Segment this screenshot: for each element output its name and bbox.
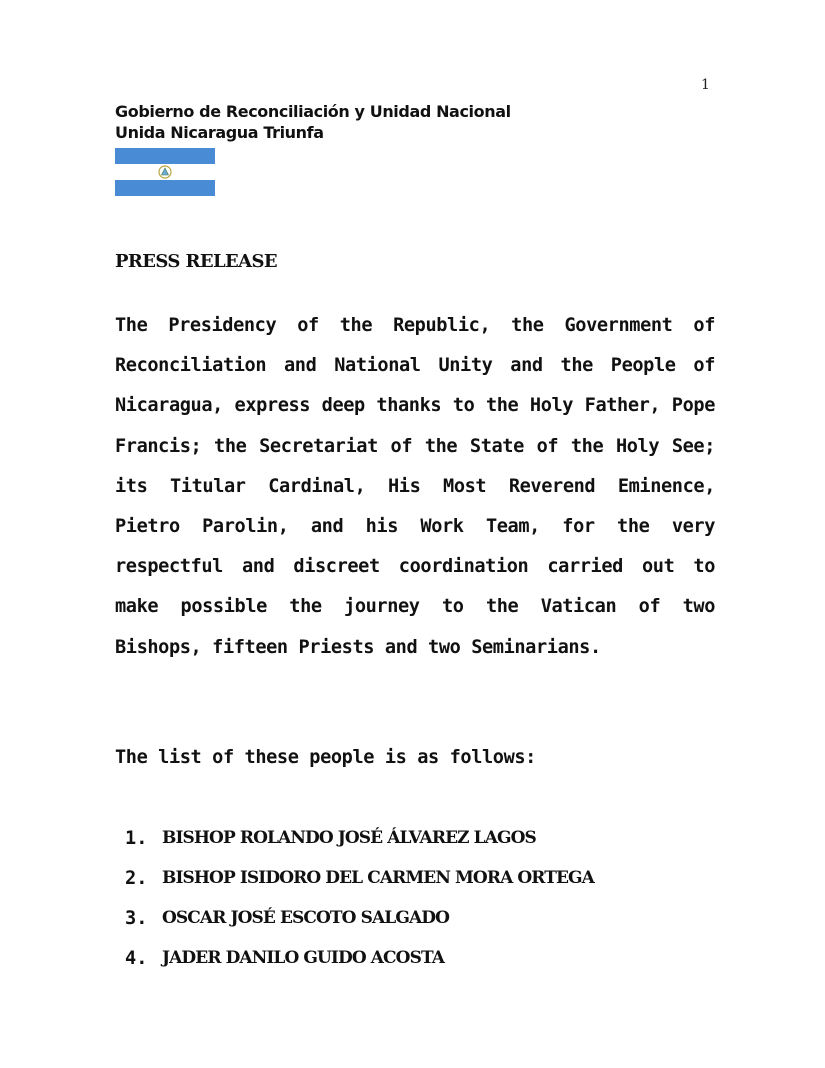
letterhead <box>115 101 511 143</box>
nicaragua-flag <box>115 148 215 196</box>
letterhead-slogan: Unida Nicaragua Triunfa <box>115 123 324 142</box>
page-number: 1 <box>701 77 710 93</box>
list-item-number: 3. <box>125 907 148 929</box>
press-release-body: The Presidency of the Republic, the Government of Reconciliation and National Unity and the People of Nicaragua, express deep thanks to the Holy Father, Pope Francis; the Secretariat of the State of the Holy See; its Titular Cardinal, His Most Reverend Eminence, Pietro Parolin, and his Work Team, for the very respectful and discreet coordination carried out to make possible the journey to the Vatican of two Bishops, fifteen Priests and two Seminarians. <box>115 315 715 658</box>
list-item <box>125 898 594 938</box>
list-item-name: BISHOP ISIDORO DEL CARMEN MORA ORTEGA <box>162 868 594 888</box>
list-intro: The list of these people is as follows: <box>115 747 536 768</box>
list-item <box>125 818 594 858</box>
flag-middle-stripe <box>115 164 215 180</box>
flag-bottom-stripe <box>115 180 215 196</box>
list-item-number: 1. <box>125 827 148 849</box>
list-item-number: 2. <box>125 867 148 889</box>
list-item-name: OSCAR JOSÉ ESCOTO SALGADO <box>162 908 449 928</box>
list-item-name: JADER DANILO GUIDO ACOSTA <box>162 948 445 968</box>
list-item <box>125 858 594 898</box>
press-release-title: PRESS RELEASE <box>115 251 278 272</box>
list-item <box>125 938 594 978</box>
letterhead-government-name: Gobierno de Reconciliación y Unidad Nacional <box>115 102 511 121</box>
list-item-name: BISHOP ROLANDO JOSÉ ÁLVAREZ LAGOS <box>162 828 536 848</box>
flag-emblem-icon <box>157 165 173 179</box>
flag-top-stripe <box>115 148 215 164</box>
people-list <box>125 818 594 978</box>
list-item-number: 4. <box>125 947 148 969</box>
